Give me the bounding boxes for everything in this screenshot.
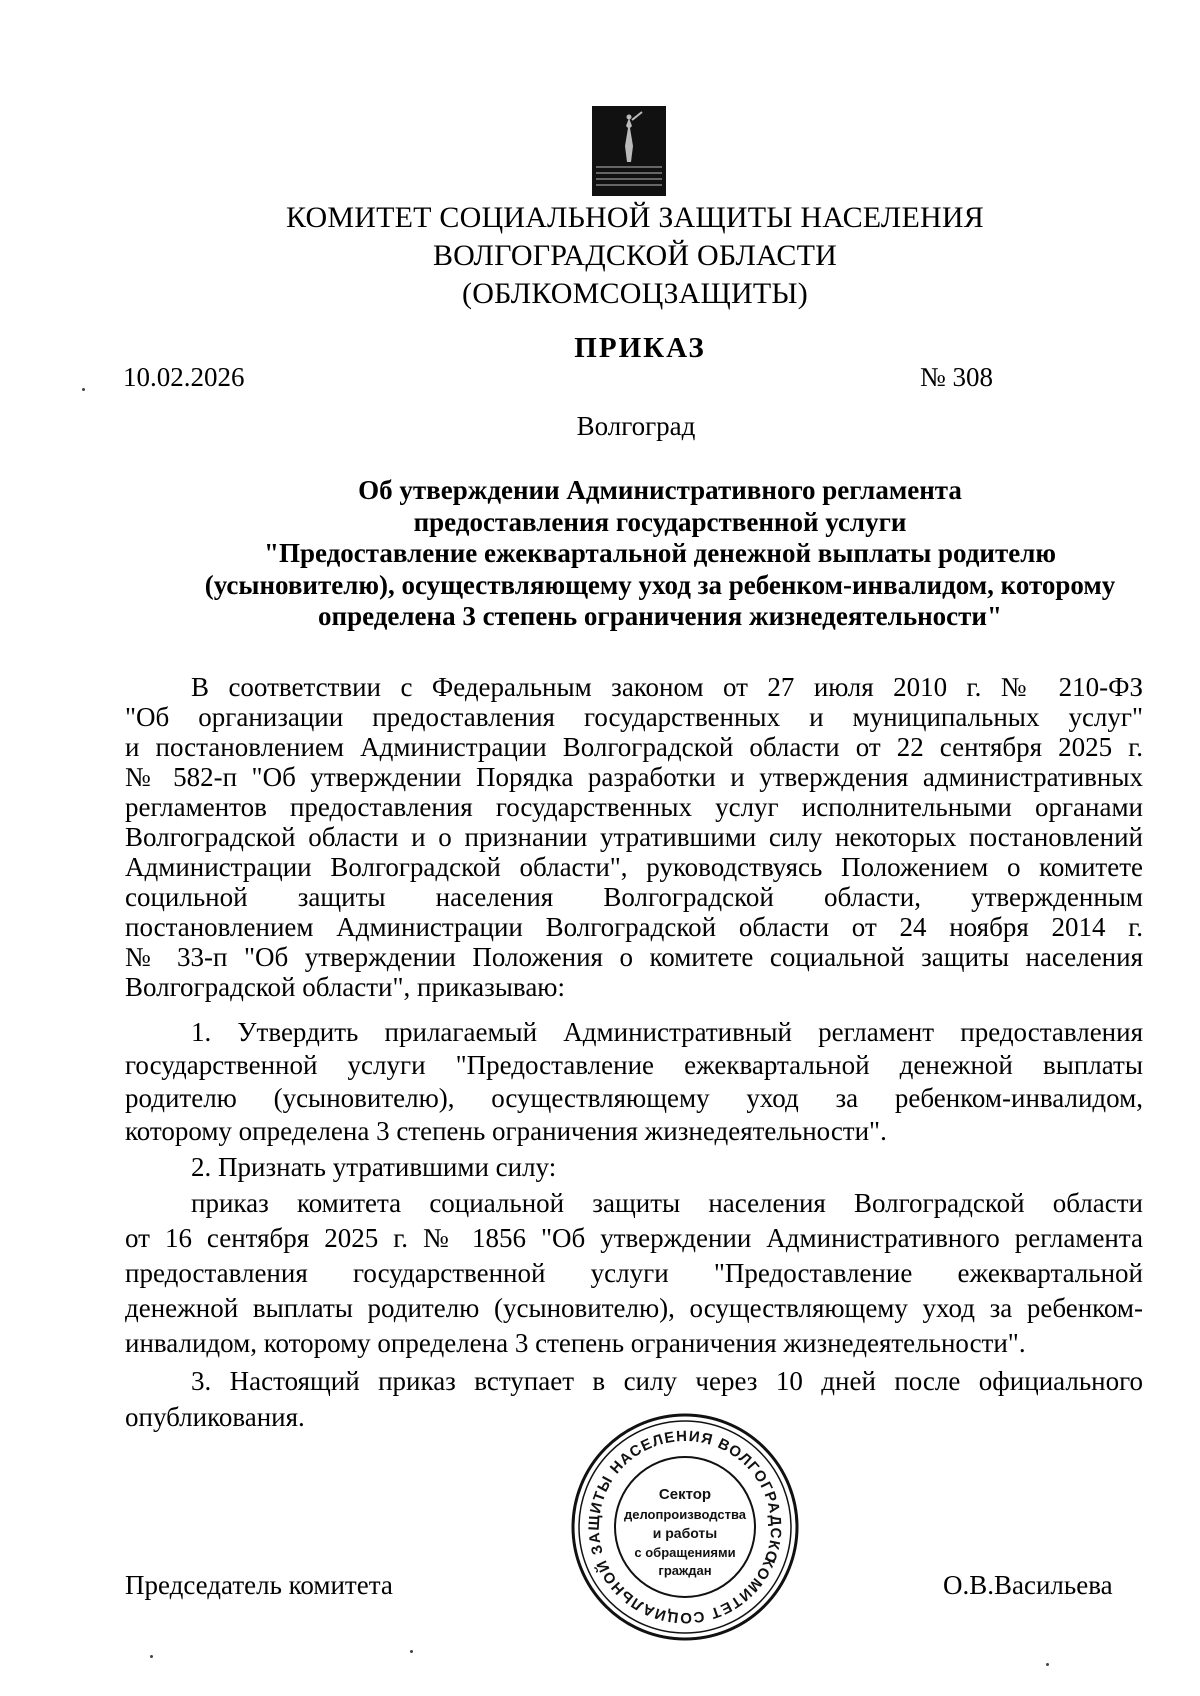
body-line: 1. Утвердить прилагаемый Административный регламент предоставления bbox=[191, 1017, 1143, 1047]
body-line: Волгоградской области и о признании утратившими силу некоторых постановлений bbox=[125, 822, 1143, 852]
stamp-center-line: с обращениями bbox=[634, 1545, 736, 1560]
body-line: 3. Настоящий приказ вступает в силу через 10 дней после официального bbox=[191, 1366, 1143, 1396]
heading-line: (усыновителю), осуществляющему уход за ребенком-инвалидом, которому bbox=[204, 569, 1116, 600]
volgograd-coat-of-arms-icon bbox=[592, 106, 666, 196]
body-line: регламентов предоставления государственных услуг исполнительными органами bbox=[125, 792, 1143, 822]
heading-line: предоставления государственной услуги bbox=[413, 506, 907, 537]
stamp-ring-text: КОМИТЕТ СОЦИАЛЬНОЙ ЗАЩИТЫ НАСЕЛЕНИЯ ВОЛГОГРАДСКО bbox=[585, 1427, 785, 1627]
order-city: Волгоград bbox=[576, 411, 696, 441]
body-line: приказ комитета социальной защиты населения Волгоградской области bbox=[191, 1188, 1143, 1218]
stamp-center-line: и работы bbox=[652, 1525, 718, 1541]
org-name-line-2: ВОЛГОГРАДСКОЙ ОБЛАСТИ bbox=[432, 239, 838, 272]
body-line: В соответствии с Федеральным законом от 27 июля 2010 г. № 210-ФЗ bbox=[191, 672, 1143, 702]
body-line: Администрации Волгоградской области", руководствуясь Положением о комитете bbox=[125, 852, 1143, 882]
scan-speck bbox=[410, 1650, 413, 1653]
order-number: № 308 bbox=[920, 362, 994, 392]
order-title: ПРИКАЗ bbox=[574, 332, 706, 364]
stamp-center-line: делопроизводства bbox=[623, 1507, 747, 1522]
body-line: государственной услуги "Предоставление ежеквартальной денежной выплаты bbox=[125, 1050, 1143, 1080]
signer-name: О.В.Васильева bbox=[943, 1570, 1113, 1600]
heading-line: Об утверждении Административного регламента bbox=[358, 475, 962, 505]
body-line: № 582-п "Об утверждении Порядка разработки и утверждения административных bbox=[125, 762, 1143, 792]
body-line: 2. Признать утратившими силу: bbox=[191, 1152, 557, 1182]
body-line: инвалидом, которому определена 3 степень ограничения жизнедеятельности". bbox=[125, 1328, 1026, 1358]
body-line: и постановлением Администрации Волгоградской области от 22 сентября 2025 г. bbox=[125, 732, 1143, 762]
body-line: социльной защиты населения Волгоградской области, утвержденным bbox=[125, 882, 1143, 912]
heading-line: определена 3 степень ограничения жизнедеятельности" bbox=[318, 601, 1002, 631]
body-line: постановлением Администрации Волгоградской области от 24 ноября 2014 г. bbox=[125, 912, 1143, 942]
scan-speck bbox=[82, 388, 85, 391]
body-line: предоставления государственной услуги "Предоставление ежеквартальной bbox=[125, 1258, 1143, 1288]
body-line: Волгоградской области", приказываю: bbox=[125, 972, 565, 1002]
body-line: которому определена 3 степень ограничения жизнедеятельности". bbox=[125, 1116, 887, 1146]
body-line: от 16 сентября 2025 г. № 1856 "Об утверждении Административного регламента bbox=[125, 1223, 1143, 1253]
order-subject-heading bbox=[140, 475, 1180, 633]
round-seal-stamp-icon bbox=[568, 1410, 802, 1644]
scan-speck bbox=[150, 1655, 153, 1658]
order-date: 10.02.2026 bbox=[123, 362, 245, 392]
org-name-line-1: КОМИТЕТ СОЦИАЛЬНОЙ ЗАЩИТЫ НАСЕЛЕНИЯ bbox=[286, 201, 984, 234]
body-line: "Об организации предоставления государственных и муниципальных услуг" bbox=[125, 702, 1143, 732]
org-name-abbreviation: (ОБЛКОМСОЦЗАЩИТЫ) bbox=[462, 277, 808, 310]
body-line: родителю (усыновителю), осуществляющему уход за ребенком-инвалидом, bbox=[125, 1083, 1143, 1113]
body-line: опубликования. bbox=[125, 1402, 305, 1432]
signer-position: Председатель комитета bbox=[125, 1570, 393, 1600]
scan-speck bbox=[1046, 1663, 1049, 1666]
body-line: № 33-п "Об утверждении Положения о комитете социальной защиты населения bbox=[125, 942, 1143, 972]
stamp-center-line: Сектор bbox=[658, 1486, 712, 1503]
stamp-center-line: граждан bbox=[658, 1563, 712, 1578]
body-line: денежной выплаты родителю (усыновителю), осуществляющему уход за ребенком- bbox=[125, 1293, 1143, 1323]
heading-line: "Предоставление ежеквартальной денежной выплаты родителю bbox=[263, 538, 1057, 568]
